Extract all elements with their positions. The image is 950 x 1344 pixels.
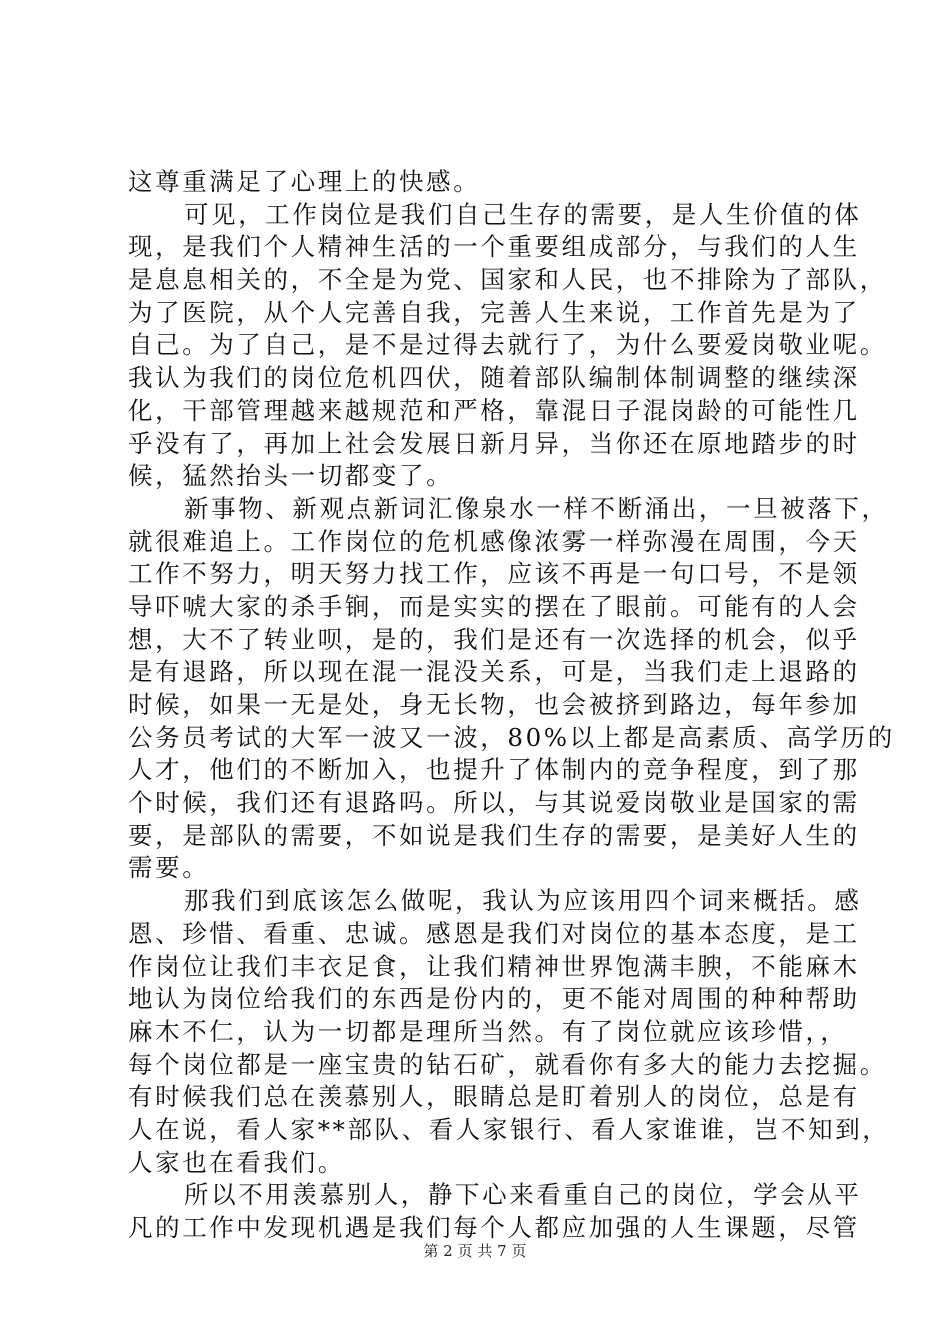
text-line: 工作不努力，明天努力找工作，应该不再是一句口号，不是领 — [128, 559, 860, 589]
text-line: 恩、珍惜、看重、忠诚。感恩是我们对岗位的基本态度，是工 — [128, 918, 860, 948]
text-line: 公务员考试的大军一波又一波，80%以上都是高素质、高学历的 — [128, 722, 895, 752]
text-line: 自己。为了自己，是不是过得去就行了，为什么要爱岗敬业呢。 — [128, 330, 887, 360]
text-line: 个时候，我们还有退路吗。所以，与其说爱岗敬业是国家的需 — [128, 788, 860, 818]
text-line: 就很难追上。工作岗位的危机感像浓雾一样弥漫在周围，今天 — [128, 526, 860, 556]
text-line: 这尊重满足了心理上的快感。 — [128, 167, 481, 196]
text-line: 是有退路，所以现在混一混没关系，可是，当我们走上退路的 — [128, 657, 860, 687]
text-line: 每个岗位都是一座宝贵的钻石矿，就看你有多大的能力去挖掘。 — [128, 1049, 887, 1079]
text-line: 时候，如果一无是处，身无长物，也会被挤到路边，每年参加 — [128, 690, 860, 719]
text-line: 麻木不仁，认为一切都是理所当然。有了岗位就应该珍惜，， — [128, 1016, 848, 1046]
text-line: 需要。 — [128, 853, 210, 883]
page-footer — [0, 1240, 950, 1261]
paragraph-start-line: 所以不用羡慕别人，静下心来看重自己的岗位，学会从平 — [184, 1180, 862, 1210]
text-line: 为了医院，从个人完善自我，完善人生来说，工作首先是为了 — [128, 297, 860, 327]
body-text — [128, 166, 895, 1245]
text-line: 想，大不了转业呗，是的，我们是还有一次选择的机会，似乎 — [128, 624, 860, 654]
text-line: 人家也在看我们。 — [128, 1147, 345, 1177]
text-line: 乎没有了，再加上社会发展日新月异，当你还在原地踏步的时 — [128, 428, 860, 458]
text-line: 有时候我们总在羡慕别人，眼睛总是盯着别人的岗位，总是有 — [128, 1082, 860, 1112]
text-line: 候，猛然抬头一切都变了。 — [128, 461, 454, 491]
text-line: 要，是部队的需要，不如说是我们生存的需要，是美好人生的 — [128, 820, 860, 850]
text-line: 导吓唬大家的杀手锏，而是实实的摆在了眼前。可能有的人会 — [128, 591, 860, 621]
paragraph-start-line: 新事物、新观点新词汇像泉水一样不断涌出，一旦被落下， — [184, 493, 889, 523]
text-line: 是息息相关的，不全是为党、国家和人民，也不排除为了部队， — [128, 265, 887, 295]
text-line: 地认为岗位给我们的东西是份内的，更不能对周围的种种帮助 — [128, 984, 860, 1014]
text-line: 作岗位让我们丰衣足食，让我们精神世界饱满丰腴，不能麻木 — [128, 951, 860, 981]
text-line: 人才，他们的不断加入，也提升了体制内的竞争程度，到了那 — [128, 755, 860, 785]
text-line: 我认为我们的岗位危机四伏，随着部队编制体制调整的继续深 — [128, 363, 860, 393]
text-line: 凡的工作中发现机遇是我们每个人都应加强的人生课题，尽管 — [128, 1213, 860, 1242]
page-number-label: 第 2 页 共 7 页 — [423, 1242, 527, 1260]
paragraph-start-line: 那我们到底该怎么做呢，我认为应该用四个词来概括。感 — [184, 886, 862, 916]
text-line: 现，是我们个人精神生活的一个重要组成部分，与我们的人生 — [128, 232, 860, 262]
paragraph-start-line: 可见，工作岗位是我们自己生存的需要，是人生价值的体 — [184, 199, 862, 229]
text-line: 化，干部管理越来越规范和严格，靠混日子混岗龄的可能性几 — [128, 395, 860, 425]
text-line: 人在说，看人家**部队、看人家银行、看人家谁谁，岂不知到， — [128, 1114, 890, 1144]
